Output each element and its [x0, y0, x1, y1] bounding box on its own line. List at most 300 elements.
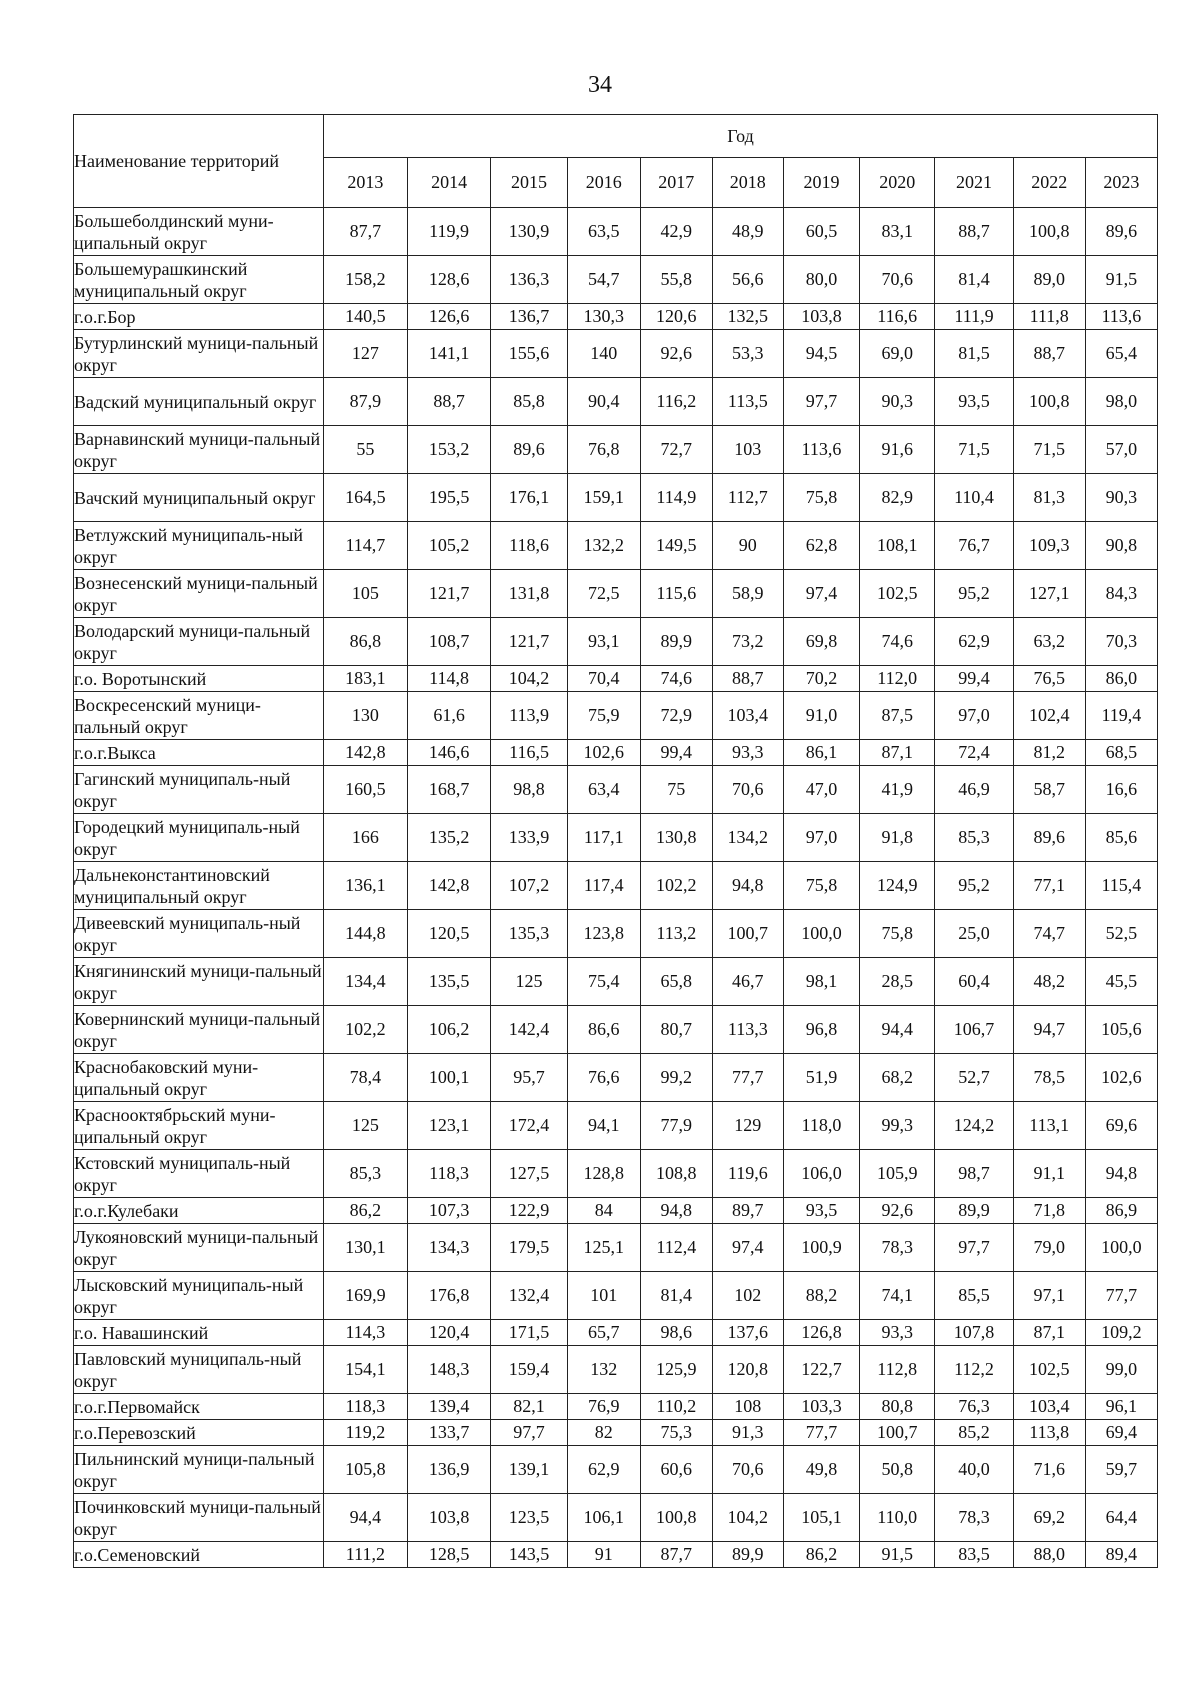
value-cell: 55,8 [640, 256, 712, 304]
value-cell: 107,3 [407, 1198, 491, 1224]
value-cell: 160,5 [324, 766, 408, 814]
value-cell: 153,2 [407, 426, 491, 474]
value-cell: 86,6 [567, 1006, 640, 1054]
value-cell: 71,5 [935, 426, 1013, 474]
value-cell: 50,8 [860, 1446, 935, 1494]
value-cell: 53,3 [712, 330, 783, 378]
value-cell: 74,1 [860, 1272, 935, 1320]
value-cell: 100,8 [640, 1494, 712, 1542]
table-row [74, 1224, 1158, 1272]
value-cell: 89,6 [1013, 814, 1085, 862]
value-cell: 164,5 [324, 474, 408, 522]
value-cell: 135,5 [407, 958, 491, 1006]
value-cell: 68,2 [860, 1054, 935, 1102]
value-cell: 132 [567, 1346, 640, 1394]
value-cell: 85,6 [1085, 814, 1157, 862]
value-cell: 74,6 [640, 666, 712, 692]
table-row [74, 522, 1158, 570]
value-cell: 124,9 [860, 862, 935, 910]
value-cell: 119,6 [712, 1150, 783, 1198]
value-cell: 96,1 [1085, 1394, 1157, 1420]
territory-name-cell: г.о.г.Выкса [74, 740, 324, 766]
value-cell: 76,9 [567, 1394, 640, 1420]
value-cell: 60,4 [935, 958, 1013, 1006]
value-cell: 81,4 [935, 256, 1013, 304]
value-cell: 76,6 [567, 1054, 640, 1102]
value-cell: 130,8 [640, 814, 712, 862]
value-cell: 78,5 [1013, 1054, 1085, 1102]
value-cell: 61,6 [407, 692, 491, 740]
value-cell: 99,2 [640, 1054, 712, 1102]
value-cell: 76,3 [935, 1394, 1013, 1420]
value-cell: 122,9 [491, 1198, 567, 1224]
value-cell: 45,5 [1085, 958, 1157, 1006]
value-cell: 118,3 [324, 1394, 408, 1420]
value-cell: 73,2 [712, 618, 783, 666]
value-cell: 65,7 [567, 1320, 640, 1346]
value-cell: 77,1 [1013, 862, 1085, 910]
territory-name-cell: Починковский муници-пальный округ [74, 1494, 324, 1542]
value-cell: 135,2 [407, 814, 491, 862]
value-cell: 46,7 [712, 958, 783, 1006]
value-cell: 75,4 [567, 958, 640, 1006]
year-header-cell: 2016 [567, 158, 640, 208]
value-cell: 78,3 [935, 1494, 1013, 1542]
value-cell: 77,7 [783, 1420, 859, 1446]
value-cell: 97,0 [935, 692, 1013, 740]
value-cell: 48,9 [712, 208, 783, 256]
territory-name-cell: Краснооктябрьский муни-ципальный округ [74, 1102, 324, 1150]
value-cell: 132,2 [567, 522, 640, 570]
value-cell: 116,5 [491, 740, 567, 766]
value-cell: 143,5 [491, 1542, 567, 1568]
value-cell: 105,6 [1085, 1006, 1157, 1054]
value-cell: 114,3 [324, 1320, 408, 1346]
value-cell: 89,0 [1013, 256, 1085, 304]
value-cell: 139,1 [491, 1446, 567, 1494]
value-cell: 99,4 [935, 666, 1013, 692]
value-cell: 108,8 [640, 1150, 712, 1198]
value-cell: 106,2 [407, 1006, 491, 1054]
value-cell: 95,7 [491, 1054, 567, 1102]
value-cell: 113,3 [712, 1006, 783, 1054]
value-cell: 115,4 [1085, 862, 1157, 910]
territory-name-cell: г.о.г.Бор [74, 304, 324, 330]
year-header-cell: 2018 [712, 158, 783, 208]
value-cell: 107,8 [935, 1320, 1013, 1346]
value-cell: 55 [324, 426, 408, 474]
territory-name-cell: Вадский муниципальный округ [74, 378, 324, 426]
value-cell: 97,7 [783, 378, 859, 426]
value-cell: 119,2 [324, 1420, 408, 1446]
value-cell: 94,4 [324, 1494, 408, 1542]
value-cell: 77,7 [712, 1054, 783, 1102]
value-cell: 86,9 [1085, 1198, 1157, 1224]
value-cell: 136,1 [324, 862, 408, 910]
value-cell: 120,5 [407, 910, 491, 958]
value-cell: 62,9 [567, 1446, 640, 1494]
year-header-cell: 2020 [860, 158, 935, 208]
value-cell: 99,3 [860, 1102, 935, 1150]
value-cell: 98,0 [1085, 378, 1157, 426]
value-cell: 65,8 [640, 958, 712, 1006]
value-cell: 91,6 [860, 426, 935, 474]
value-cell: 60,5 [783, 208, 859, 256]
value-cell: 80,0 [783, 256, 859, 304]
value-cell: 103,8 [407, 1494, 491, 1542]
value-cell: 113,8 [1013, 1420, 1085, 1446]
year-header-cell: 2014 [407, 158, 491, 208]
value-cell: 88,7 [712, 666, 783, 692]
value-cell: 82 [567, 1420, 640, 1446]
value-cell: 94,8 [1085, 1150, 1157, 1198]
value-cell: 91,8 [860, 814, 935, 862]
value-cell: 127,5 [491, 1150, 567, 1198]
value-cell: 126,6 [407, 304, 491, 330]
value-cell: 82,1 [491, 1394, 567, 1420]
value-cell: 89,9 [935, 1198, 1013, 1224]
value-cell: 72,7 [640, 426, 712, 474]
value-cell: 89,6 [491, 426, 567, 474]
value-cell: 129 [712, 1102, 783, 1150]
value-cell: 62,9 [935, 618, 1013, 666]
territory-name-cell: г.о.г.Кулебаки [74, 1198, 324, 1224]
value-cell: 75,3 [640, 1420, 712, 1446]
value-cell: 102,6 [1085, 1054, 1157, 1102]
value-cell: 117,1 [567, 814, 640, 862]
table-row [74, 692, 1158, 740]
territory-column-header: Наименование территорий [74, 115, 324, 208]
value-cell: 119,9 [407, 208, 491, 256]
value-cell: 93,3 [860, 1320, 935, 1346]
value-cell: 123,8 [567, 910, 640, 958]
value-cell: 91,5 [1085, 256, 1157, 304]
year-header-cell: 2021 [935, 158, 1013, 208]
table-row [74, 1420, 1158, 1446]
table-row [74, 1494, 1158, 1542]
value-cell: 42,9 [640, 208, 712, 256]
value-cell: 98,8 [491, 766, 567, 814]
value-cell: 69,0 [860, 330, 935, 378]
value-cell: 130,9 [491, 208, 567, 256]
value-cell: 90 [712, 522, 783, 570]
value-cell: 100,0 [1085, 1224, 1157, 1272]
value-cell: 140,5 [324, 304, 408, 330]
value-cell: 98,6 [640, 1320, 712, 1346]
table-header [74, 115, 1158, 208]
territory-name-cell: Вачский муниципальный округ [74, 474, 324, 522]
value-cell: 68,5 [1085, 740, 1157, 766]
table-row [74, 766, 1158, 814]
value-cell: 69,2 [1013, 1494, 1085, 1542]
value-cell: 103 [712, 426, 783, 474]
value-cell: 63,2 [1013, 618, 1085, 666]
value-cell: 64,4 [1085, 1494, 1157, 1542]
value-cell: 95,2 [935, 862, 1013, 910]
value-cell: 82,9 [860, 474, 935, 522]
value-cell: 88,7 [1013, 330, 1085, 378]
value-cell: 94,8 [640, 1198, 712, 1224]
value-cell: 92,6 [640, 330, 712, 378]
value-cell: 111,8 [1013, 304, 1085, 330]
value-cell: 100,9 [783, 1224, 859, 1272]
value-cell: 72,9 [640, 692, 712, 740]
value-cell: 148,3 [407, 1346, 491, 1394]
value-cell: 112,8 [860, 1346, 935, 1394]
value-cell: 141,1 [407, 330, 491, 378]
value-cell: 134,4 [324, 958, 408, 1006]
value-cell: 169,9 [324, 1272, 408, 1320]
value-cell: 132,5 [712, 304, 783, 330]
value-cell: 77,9 [640, 1102, 712, 1150]
value-cell: 123,1 [407, 1102, 491, 1150]
year-group-header: Год [324, 115, 1158, 158]
value-cell: 111,9 [935, 304, 1013, 330]
value-cell: 117,4 [567, 862, 640, 910]
value-cell: 102,2 [324, 1006, 408, 1054]
value-cell: 99,0 [1085, 1346, 1157, 1394]
value-cell: 103,4 [1013, 1394, 1085, 1420]
value-cell: 125 [324, 1102, 408, 1150]
value-cell: 97,4 [712, 1224, 783, 1272]
value-cell: 106,7 [935, 1006, 1013, 1054]
value-cell: 88,7 [407, 378, 491, 426]
territory-name-cell: г.о.Семеновский [74, 1542, 324, 1568]
value-cell: 47,0 [783, 766, 859, 814]
value-cell: 94,8 [712, 862, 783, 910]
value-cell: 125 [491, 958, 567, 1006]
year-header-cell: 2013 [324, 158, 408, 208]
value-cell: 114,9 [640, 474, 712, 522]
value-cell: 56,6 [712, 256, 783, 304]
table-row [74, 1006, 1158, 1054]
table-row [74, 740, 1158, 766]
year-header-cell: 2015 [491, 158, 567, 208]
value-cell: 102,5 [1013, 1346, 1085, 1394]
table-body [74, 208, 1158, 1568]
value-cell: 94,1 [567, 1102, 640, 1150]
value-cell: 110,2 [640, 1394, 712, 1420]
value-cell: 113,2 [640, 910, 712, 958]
value-cell: 54,7 [567, 256, 640, 304]
value-cell: 86,2 [783, 1542, 859, 1568]
value-cell: 105,9 [860, 1150, 935, 1198]
value-cell: 87,5 [860, 692, 935, 740]
table-row [74, 1542, 1158, 1568]
value-cell: 69,8 [783, 618, 859, 666]
value-cell: 83,1 [860, 208, 935, 256]
value-cell: 98,7 [935, 1150, 1013, 1198]
value-cell: 130,1 [324, 1224, 408, 1272]
year-header-cell: 2023 [1085, 158, 1157, 208]
value-cell: 102,5 [860, 570, 935, 618]
territory-name-cell: Княгининский муници-пальный округ [74, 958, 324, 1006]
value-cell: 195,5 [407, 474, 491, 522]
value-cell: 87,9 [324, 378, 408, 426]
value-cell: 52,5 [1085, 910, 1157, 958]
value-cell: 93,5 [783, 1198, 859, 1224]
value-cell: 93,3 [712, 740, 783, 766]
value-cell: 91,3 [712, 1420, 783, 1446]
value-cell: 128,6 [407, 256, 491, 304]
value-cell: 80,7 [640, 1006, 712, 1054]
value-cell: 119,4 [1085, 692, 1157, 740]
value-cell: 74,6 [860, 618, 935, 666]
value-cell: 85,8 [491, 378, 567, 426]
value-cell: 48,2 [1013, 958, 1085, 1006]
table-row [74, 1346, 1158, 1394]
value-cell: 137,6 [712, 1320, 783, 1346]
value-cell: 86,0 [1085, 666, 1157, 692]
table-row [74, 1446, 1158, 1494]
territory-name-cell: Городецкий муниципаль-ный округ [74, 814, 324, 862]
territory-name-cell: Ветлужский муниципаль-ный округ [74, 522, 324, 570]
value-cell: 125,9 [640, 1346, 712, 1394]
value-cell: 113,1 [1013, 1102, 1085, 1150]
territory-name-cell: Вознесенский муници-пальный округ [74, 570, 324, 618]
territory-name-cell: Гагинский муниципаль-ный округ [74, 766, 324, 814]
value-cell: 83,5 [935, 1542, 1013, 1568]
value-cell: 149,5 [640, 522, 712, 570]
value-cell: 51,9 [783, 1054, 859, 1102]
value-cell: 100,1 [407, 1054, 491, 1102]
value-cell: 142,8 [324, 740, 408, 766]
value-cell: 97,7 [935, 1224, 1013, 1272]
value-cell: 130,3 [567, 304, 640, 330]
value-cell: 93,5 [935, 378, 1013, 426]
value-cell: 60,6 [640, 1446, 712, 1494]
value-cell: 104,2 [712, 1494, 783, 1542]
value-cell: 85,3 [324, 1150, 408, 1198]
value-cell: 118,3 [407, 1150, 491, 1198]
value-cell: 121,7 [407, 570, 491, 618]
value-cell: 124,2 [935, 1102, 1013, 1150]
value-cell: 142,4 [491, 1006, 567, 1054]
territory-name-cell: Кстовский муниципаль-ный округ [74, 1150, 324, 1198]
territory-name-cell: Лысковский муниципаль-ный округ [74, 1272, 324, 1320]
year-header-cell: 2017 [640, 158, 712, 208]
table-row [74, 570, 1158, 618]
table-row [74, 1394, 1158, 1420]
territory-name-cell: г.о. Навашинский [74, 1320, 324, 1346]
value-cell: 136,7 [491, 304, 567, 330]
value-cell: 120,4 [407, 1320, 491, 1346]
value-cell: 70,6 [712, 1446, 783, 1494]
value-cell: 75,8 [860, 910, 935, 958]
value-cell: 85,3 [935, 814, 1013, 862]
value-cell: 76,5 [1013, 666, 1085, 692]
table-row [74, 666, 1158, 692]
value-cell: 126,8 [783, 1320, 859, 1346]
value-cell: 85,5 [935, 1272, 1013, 1320]
territory-name-cell: Павловский муниципаль-ный округ [74, 1346, 324, 1394]
value-cell: 70,6 [712, 766, 783, 814]
value-cell: 97,4 [783, 570, 859, 618]
value-cell: 154,1 [324, 1346, 408, 1394]
value-cell: 155,6 [491, 330, 567, 378]
value-cell: 75 [640, 766, 712, 814]
value-cell: 116,6 [860, 304, 935, 330]
value-cell: 176,1 [491, 474, 567, 522]
value-cell: 102,6 [567, 740, 640, 766]
value-cell: 69,4 [1085, 1420, 1157, 1446]
value-cell: 104,2 [491, 666, 567, 692]
table-row [74, 1150, 1158, 1198]
value-cell: 158,2 [324, 256, 408, 304]
value-cell: 108,1 [860, 522, 935, 570]
table-row [74, 256, 1158, 304]
value-cell: 25,0 [935, 910, 1013, 958]
value-cell: 133,7 [407, 1420, 491, 1446]
value-cell: 172,4 [491, 1102, 567, 1150]
value-cell: 72,5 [567, 570, 640, 618]
value-cell: 99,4 [640, 740, 712, 766]
table-row [74, 618, 1158, 666]
value-cell: 91,1 [1013, 1150, 1085, 1198]
value-cell: 136,3 [491, 256, 567, 304]
value-cell: 100,7 [860, 1420, 935, 1446]
table-row [74, 1320, 1158, 1346]
value-cell: 100,8 [1013, 378, 1085, 426]
table-row [74, 910, 1158, 958]
value-cell: 86,8 [324, 618, 408, 666]
value-cell: 100,8 [1013, 208, 1085, 256]
value-cell: 90,3 [860, 378, 935, 426]
value-cell: 127 [324, 330, 408, 378]
table-row [74, 378, 1158, 426]
value-cell: 136,9 [407, 1446, 491, 1494]
value-cell: 103,8 [783, 304, 859, 330]
value-cell: 59,7 [1085, 1446, 1157, 1494]
value-cell: 81,3 [1013, 474, 1085, 522]
value-cell: 146,6 [407, 740, 491, 766]
value-cell: 70,2 [783, 666, 859, 692]
value-cell: 89,4 [1085, 1542, 1157, 1568]
table-row [74, 814, 1158, 862]
value-cell: 111,2 [324, 1542, 408, 1568]
value-cell: 102 [712, 1272, 783, 1320]
value-cell: 89,7 [712, 1198, 783, 1224]
value-cell: 112,7 [712, 474, 783, 522]
value-cell: 90,3 [1085, 474, 1157, 522]
value-cell: 135,3 [491, 910, 567, 958]
value-cell: 101 [567, 1272, 640, 1320]
value-cell: 75,8 [783, 474, 859, 522]
value-cell: 120,8 [712, 1346, 783, 1394]
table-row [74, 474, 1158, 522]
value-cell: 88,7 [935, 208, 1013, 256]
value-cell: 90,4 [567, 378, 640, 426]
value-cell: 100,7 [712, 910, 783, 958]
value-cell: 94,4 [860, 1006, 935, 1054]
value-cell: 159,4 [491, 1346, 567, 1394]
territory-name-cell: Пильнинский муници-пальный округ [74, 1446, 324, 1494]
value-cell: 125,1 [567, 1224, 640, 1272]
value-cell: 118,6 [491, 522, 567, 570]
value-cell: 71,8 [1013, 1198, 1085, 1224]
value-cell: 110,4 [935, 474, 1013, 522]
value-cell: 112,0 [860, 666, 935, 692]
value-cell: 106,1 [567, 1494, 640, 1542]
territory-name-cell: Дивеевский муниципаль-ный округ [74, 910, 324, 958]
value-cell: 121,7 [491, 618, 567, 666]
value-cell: 78,4 [324, 1054, 408, 1102]
value-cell: 57,0 [1085, 426, 1157, 474]
value-cell: 166 [324, 814, 408, 862]
value-cell: 128,8 [567, 1150, 640, 1198]
value-cell: 63,4 [567, 766, 640, 814]
value-cell: 179,5 [491, 1224, 567, 1272]
